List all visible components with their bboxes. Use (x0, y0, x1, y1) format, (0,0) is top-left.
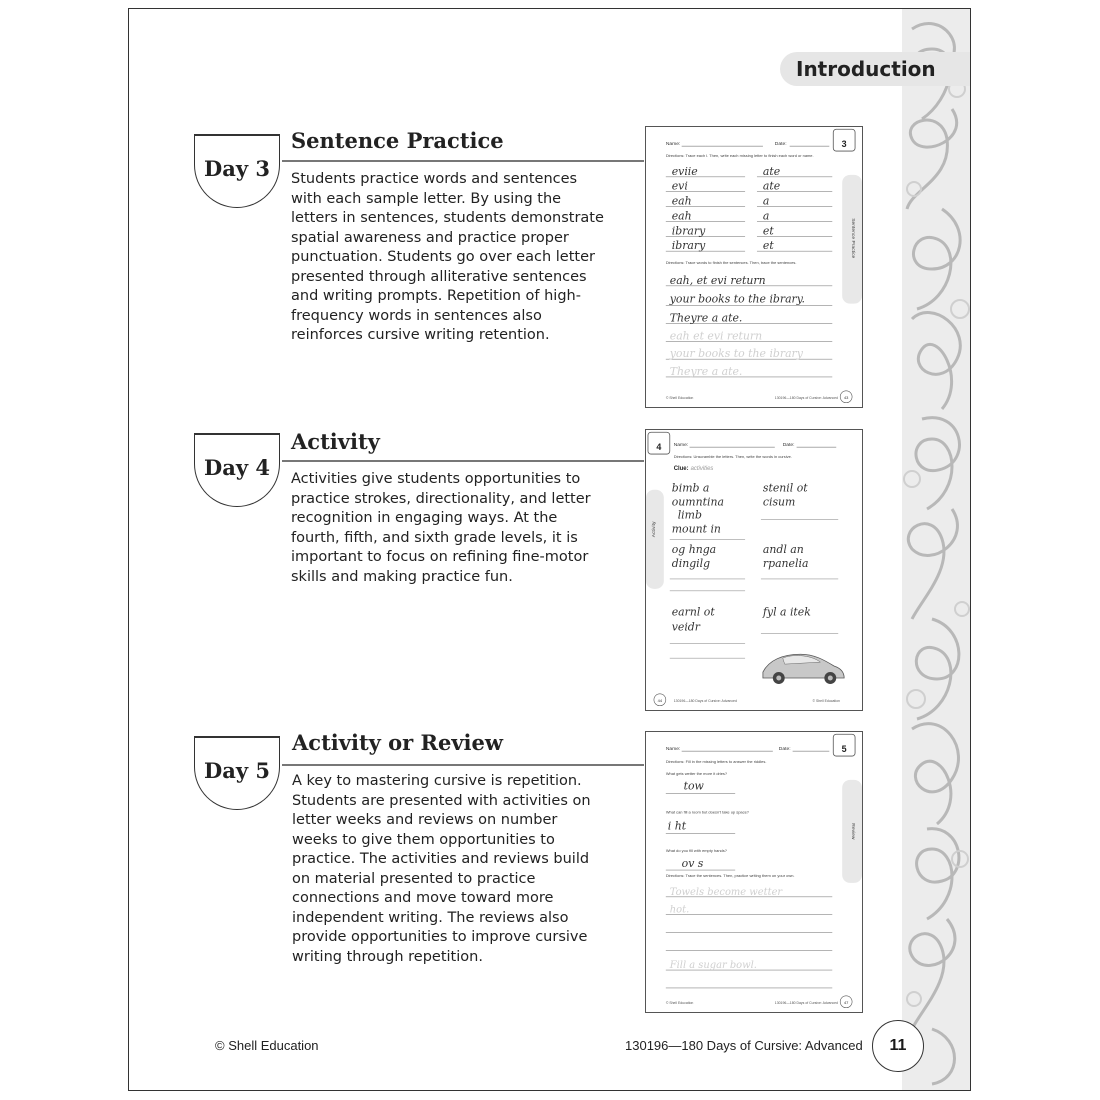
scramble-word: og hnga (671, 543, 717, 557)
riddle: What gets wetter the more it dries? (665, 770, 728, 776)
riddle-answer: tow (683, 779, 704, 793)
thumb-directions-2: Directions: Trace words to finish the sentences. Then, trace the sentences. (665, 260, 797, 266)
svg-text:a: a (762, 209, 770, 223)
cursive-line: eah, et evi return (669, 273, 766, 287)
section-title: Activity or Review (292, 730, 503, 755)
worksheet-thumbnail-review (645, 731, 863, 1013)
scramble-word: limb (677, 508, 702, 522)
thumb-page: 43 (843, 394, 849, 400)
scramble-word: earnl ot (671, 605, 715, 619)
thumb-footer-left: © Shell Education (665, 395, 694, 400)
thumb-footer-left: 130196—180 Days of Cursive: Advanced (673, 698, 737, 703)
day-label: Day 4 (204, 455, 270, 480)
thumb-date-label: Date: (778, 747, 791, 753)
thumb-directions: Directions: Fill in the missing letters to answer the riddles. (665, 759, 767, 765)
riddle-answer: ov s (681, 857, 704, 871)
svg-text:evi: evi (671, 179, 688, 193)
svg-text:Fill a sugar bowl.: Fill a sugar bowl. (669, 960, 757, 972)
thumb-side-tab: Review (850, 823, 856, 840)
section-rule (282, 160, 644, 162)
footer-copyright: © Shell Education (215, 1038, 319, 1053)
car-illustration (763, 654, 844, 684)
thumb-side-tab: Activity (651, 521, 657, 538)
svg-text:et: et (762, 224, 774, 238)
section-title: Sentence Practice (291, 128, 504, 153)
decorative-swirl-border (902, 9, 970, 1090)
thumb-clue-value: activities (690, 465, 714, 472)
scramble-word: mount in (671, 522, 721, 536)
svg-text:ibrary: ibrary (671, 224, 706, 238)
svg-text:Theyre a ate.: Theyre a ate. (669, 365, 743, 378)
svg-text:eah: eah (671, 194, 692, 208)
thumb-date-label: Date: (774, 142, 787, 148)
worksheet-thumbnail-activity (645, 429, 863, 711)
scramble-word: rpanelia (762, 557, 809, 571)
thumb-name-label: Name: (665, 142, 681, 148)
thumb-directions: Directions: Unscramble the letters. Then, write the words in cursive. (673, 454, 792, 460)
thumb-date-label: Date: (782, 443, 795, 449)
thumb-footer-right: 130196—180 Days of Cursive: Advanced (774, 1000, 838, 1005)
svg-text:your books to the ibrary: your books to the ibrary (669, 347, 803, 361)
day-label: Day 5 (204, 758, 270, 783)
footer-book-title: 130196—180 Days of Cursive: Advanced (625, 1038, 863, 1053)
section-title: Activity (291, 429, 380, 454)
thumb-footer-right: 130196—180 Days of Cursive: Advanced (774, 395, 838, 400)
scramble-word: stenil ot (762, 481, 808, 495)
svg-text:hot.: hot. (669, 904, 690, 916)
thumb-name-label: Name: (665, 747, 681, 753)
scramble-word: oumntina (671, 495, 724, 509)
svg-text:ibrary: ibrary (671, 239, 706, 253)
cursive-line: Theyre a ate. (669, 311, 743, 325)
thumb-side-tab: Sentence Practice (850, 218, 856, 259)
section-body: Activities give students opportunities to practice strokes, directionality, and letter recognition in engaging ways. At the fourth, fifth, and sixth grade levels, it is important to focus on refining fine-motor skills and making practice fun. (291, 471, 591, 585)
scramble-word: cisum (762, 495, 796, 509)
svg-text:eah et evi return: eah et evi return (669, 329, 763, 343)
thumb-page: 44 (657, 697, 663, 703)
day-label: Day 3 (204, 156, 270, 181)
section-body: Students practice words and sentences with each sample letter. By using the letters in sentences, students demonstrate spatial awareness and practice proper punctuation. Students go over each letter presented through alliterative sentences and writing prompts. Repetition of high-frequency words in sentences also reinforces cursive writing retention. (291, 171, 604, 343)
svg-text:eah: eah (671, 209, 692, 223)
section-body: A key to mastering cursive is repetition. Students are presented with activities on letter weeks and reviews on number weeks to give them opportunities to practice. The activities and reviews build on material presented to practice connections and move toward more independent writing. The reviews also provide opportunities to improve cursive writing through repetition. (292, 773, 591, 965)
thumb-footer-left: © Shell Education (665, 1000, 694, 1005)
thumb-footer-right: © Shell Education (812, 698, 840, 703)
worksheet-thumbnail-sentence-practice (645, 126, 863, 408)
riddle-answer: i ht (667, 819, 687, 833)
thumb-clue-label: Clue: (673, 465, 689, 472)
riddle: What can fill a room but doesn't take up space? (665, 809, 749, 815)
thumb-week-badge: 3 (841, 139, 847, 150)
thumb-page: 47 (843, 999, 849, 1005)
page-number: 11 (872, 1020, 924, 1072)
thumb-directions-2: Directions: Trace the sentences. Then, practice writing them on your own. (665, 872, 795, 878)
thumb-directions: Directions: Trace each l. Then, write each missing letter to finish each word or name. (665, 153, 814, 159)
thumb-week-badge: 5 (841, 744, 847, 755)
scramble-word: bimb a (671, 481, 710, 495)
section-rule (282, 460, 644, 462)
svg-text:Towels become wetter: Towels become wetter (669, 886, 783, 898)
cursive-line: your books to the ibrary. (669, 292, 805, 306)
scramble-word: dingilg (671, 557, 711, 571)
section-rule (282, 764, 644, 766)
svg-text:ate: ate (762, 179, 781, 193)
svg-text:ate: ate (762, 164, 781, 178)
svg-text:a: a (762, 194, 770, 208)
scramble-word: andl an (762, 543, 804, 557)
svg-text:eviie: eviie (671, 164, 698, 178)
riddle: What do you fill with empty hands? (665, 848, 727, 854)
svg-text:et: et (762, 239, 774, 253)
thumb-name-label: Name: (673, 443, 689, 449)
header-title: Introduction (796, 57, 936, 81)
swirl-pattern-graphic (902, 9, 970, 1090)
thumb-week-badge: 4 (656, 442, 662, 453)
introduction-header-tab (780, 52, 970, 86)
scramble-word: fyl a itek (762, 605, 811, 619)
scramble-word: veidr (671, 620, 700, 634)
